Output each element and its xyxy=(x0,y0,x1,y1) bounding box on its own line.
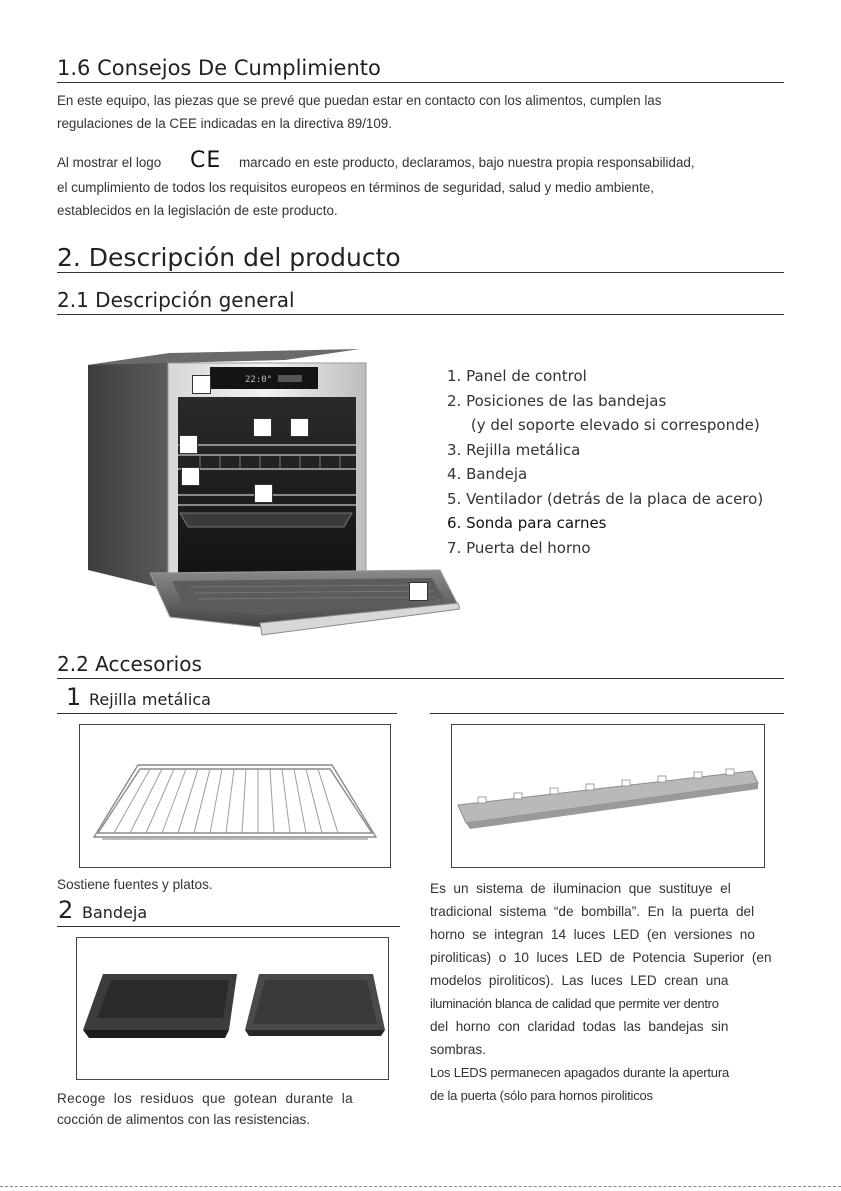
led-description-line: iluminación blanca de calidad que permite ver dentro xyxy=(430,996,719,1011)
led-description-line: horno se integran 14 luces LED (en versiones no xyxy=(430,927,755,942)
callout-box-7 xyxy=(409,582,428,601)
accessory-2-rule xyxy=(57,926,400,927)
callout-box-1 xyxy=(192,375,211,394)
part-item: (y del soporte elevado si corresponde) xyxy=(447,416,760,434)
accessory-2-description-line1: Recoge los residuos que gotean durante la xyxy=(57,1091,353,1106)
parts-list xyxy=(447,364,763,560)
part-item: 7. Puerta del horno xyxy=(447,538,591,557)
page-bottom-dashed-border xyxy=(0,1186,841,1187)
led-description-line: tradicional sistema “de bombilla”. En la puerta del xyxy=(430,904,755,919)
callout-box-4 xyxy=(290,418,309,437)
led-strip-image xyxy=(452,725,764,867)
part-item: 1. Panel de control xyxy=(447,367,587,385)
trays-photo-frame xyxy=(76,937,389,1080)
section-2-1-title: 2.1 Descripción general xyxy=(57,288,295,312)
section-2-rule xyxy=(57,272,784,273)
led-description-line: piroliticas) o 10 luces LED de Potencia Superior (en xyxy=(430,950,772,965)
section-1-6-rule xyxy=(57,82,784,83)
wire-rack-image xyxy=(80,725,390,867)
oven-display-text: 22:0° xyxy=(245,375,273,385)
callout-box-5 xyxy=(181,467,200,486)
led-description-line: sombras. xyxy=(430,1042,486,1057)
part-item: 4. Bandeja xyxy=(447,465,528,483)
part-item: 2. Posiciones de las bandejas xyxy=(447,391,667,410)
led-description-line: Los LEDS permanecen apagados durante la apertura xyxy=(430,1065,729,1080)
part-item: 6. Sonda para carnes xyxy=(447,514,607,532)
led-strip-photo-frame xyxy=(451,724,765,868)
compliance-para2-line2: el cumplimiento de todos los requisitos europeos en términos de seguridad, salud y medio ambiente, xyxy=(57,180,654,195)
accessory-2-title: Bandeja xyxy=(82,903,148,922)
part-item: 3. Rejilla metálica xyxy=(447,440,581,459)
section-2-1-rule xyxy=(57,314,784,315)
compliance-para2-line3: establecidos en la legislación de este producto. xyxy=(57,203,338,218)
accessory-1-number: 1 xyxy=(66,683,82,711)
accessory-2-number: 2 xyxy=(58,896,74,924)
led-description-line: modelos piroliticos). Las luces LED crean una xyxy=(430,973,729,988)
wire-rack-photo-frame xyxy=(79,724,391,868)
section-2-2-title: 2.2 Accesorios xyxy=(57,652,202,676)
trays-image xyxy=(77,938,388,1079)
accessory-2-description-line2: cocción de alimentos con las resistencias. xyxy=(57,1112,311,1127)
callout-box-2 xyxy=(179,435,198,454)
led-description-line: del horno con claridad todas las bandejas sin xyxy=(430,1019,729,1034)
part-item: 5. Ventilador (detrás de la placa de acero) xyxy=(447,489,764,508)
callout-box-6 xyxy=(254,484,273,503)
callout-box-3 xyxy=(253,418,272,437)
section-2-title: 2. Descripción del producto xyxy=(57,243,401,272)
led-description-line: de la puerta (sólo para hornos piroliticos xyxy=(430,1088,653,1103)
compliance-para2-after-logo: marcado en este producto, declaramos, bajo nuestra propia responsabilidad, xyxy=(239,155,695,170)
compliance-para2-before-logo: Al mostrar el logo xyxy=(57,155,162,170)
led-description-line: Es un sistema de iluminacion que sustituye el xyxy=(430,881,731,896)
compliance-para1-line2: regulaciones de la CEE indicadas en la directiva 89/109. xyxy=(57,116,392,131)
section-2-2-rule xyxy=(57,678,784,679)
section-1-6-title: 1.6 Consejos De Cumplimiento xyxy=(57,56,381,80)
led-section-rule xyxy=(430,713,784,714)
ce-logo: CE xyxy=(190,148,222,173)
accessory-1-description: Sostiene fuentes y platos. xyxy=(57,877,213,892)
accessory-1-rule xyxy=(57,713,397,714)
accessory-1-title: Rejilla metálica xyxy=(89,690,211,709)
led-description xyxy=(430,877,784,1107)
compliance-para1-line1: En este equipo, las piezas que se prevé que puedan estar en contacto con los alimentos, cumplen las xyxy=(57,93,662,108)
